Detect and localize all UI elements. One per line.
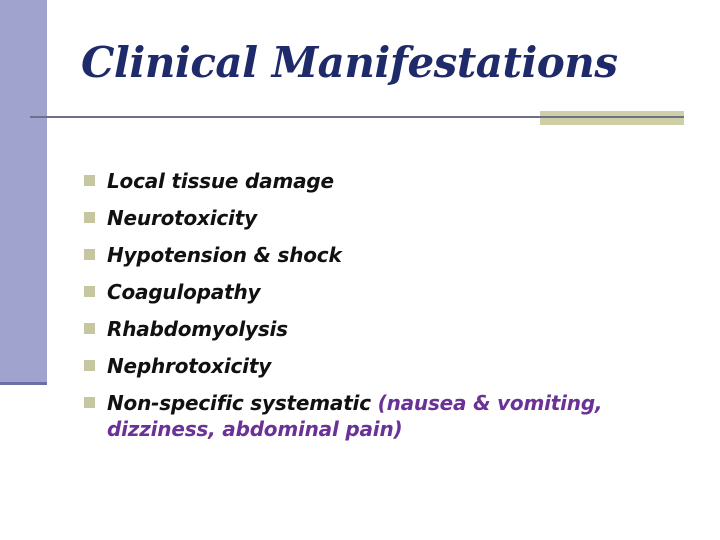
square-bullet-icon <box>84 249 95 260</box>
list-item <box>84 242 647 268</box>
list-item <box>84 279 647 305</box>
square-bullet-icon <box>84 323 95 334</box>
bullet-text: Coagulopathy <box>107 280 261 304</box>
list-item <box>84 353 647 379</box>
square-bullet-icon <box>84 175 95 186</box>
bullet-text: Neurotoxicity <box>107 206 257 230</box>
list-item <box>84 316 647 342</box>
list-item <box>84 168 647 194</box>
title-accent-block <box>540 111 684 125</box>
list-item <box>84 205 647 231</box>
square-bullet-icon <box>84 397 95 408</box>
square-bullet-icon <box>84 360 95 371</box>
bullet-text: Rhabdomyolysis <box>107 317 288 341</box>
bullet-text: Local tissue damage <box>107 169 334 193</box>
bullet-text: Non-specific systematic <box>107 391 378 415</box>
bullet-text: Hypotension & shock <box>107 243 342 267</box>
square-bullet-icon <box>84 212 95 223</box>
bullet-text: Nephrotoxicity <box>107 354 272 378</box>
title-divider-overlay <box>540 116 684 118</box>
left-decorative-bar <box>0 0 47 384</box>
list-item <box>84 390 647 442</box>
slide-title: Clinical Manifestations <box>81 38 618 87</box>
left-bar-edge <box>0 382 47 385</box>
bullet-detail-text: (nausea & vomiting, dizziness, abdominal pain) <box>107 391 603 441</box>
square-bullet-icon <box>84 286 95 297</box>
bullet-list <box>84 168 647 453</box>
